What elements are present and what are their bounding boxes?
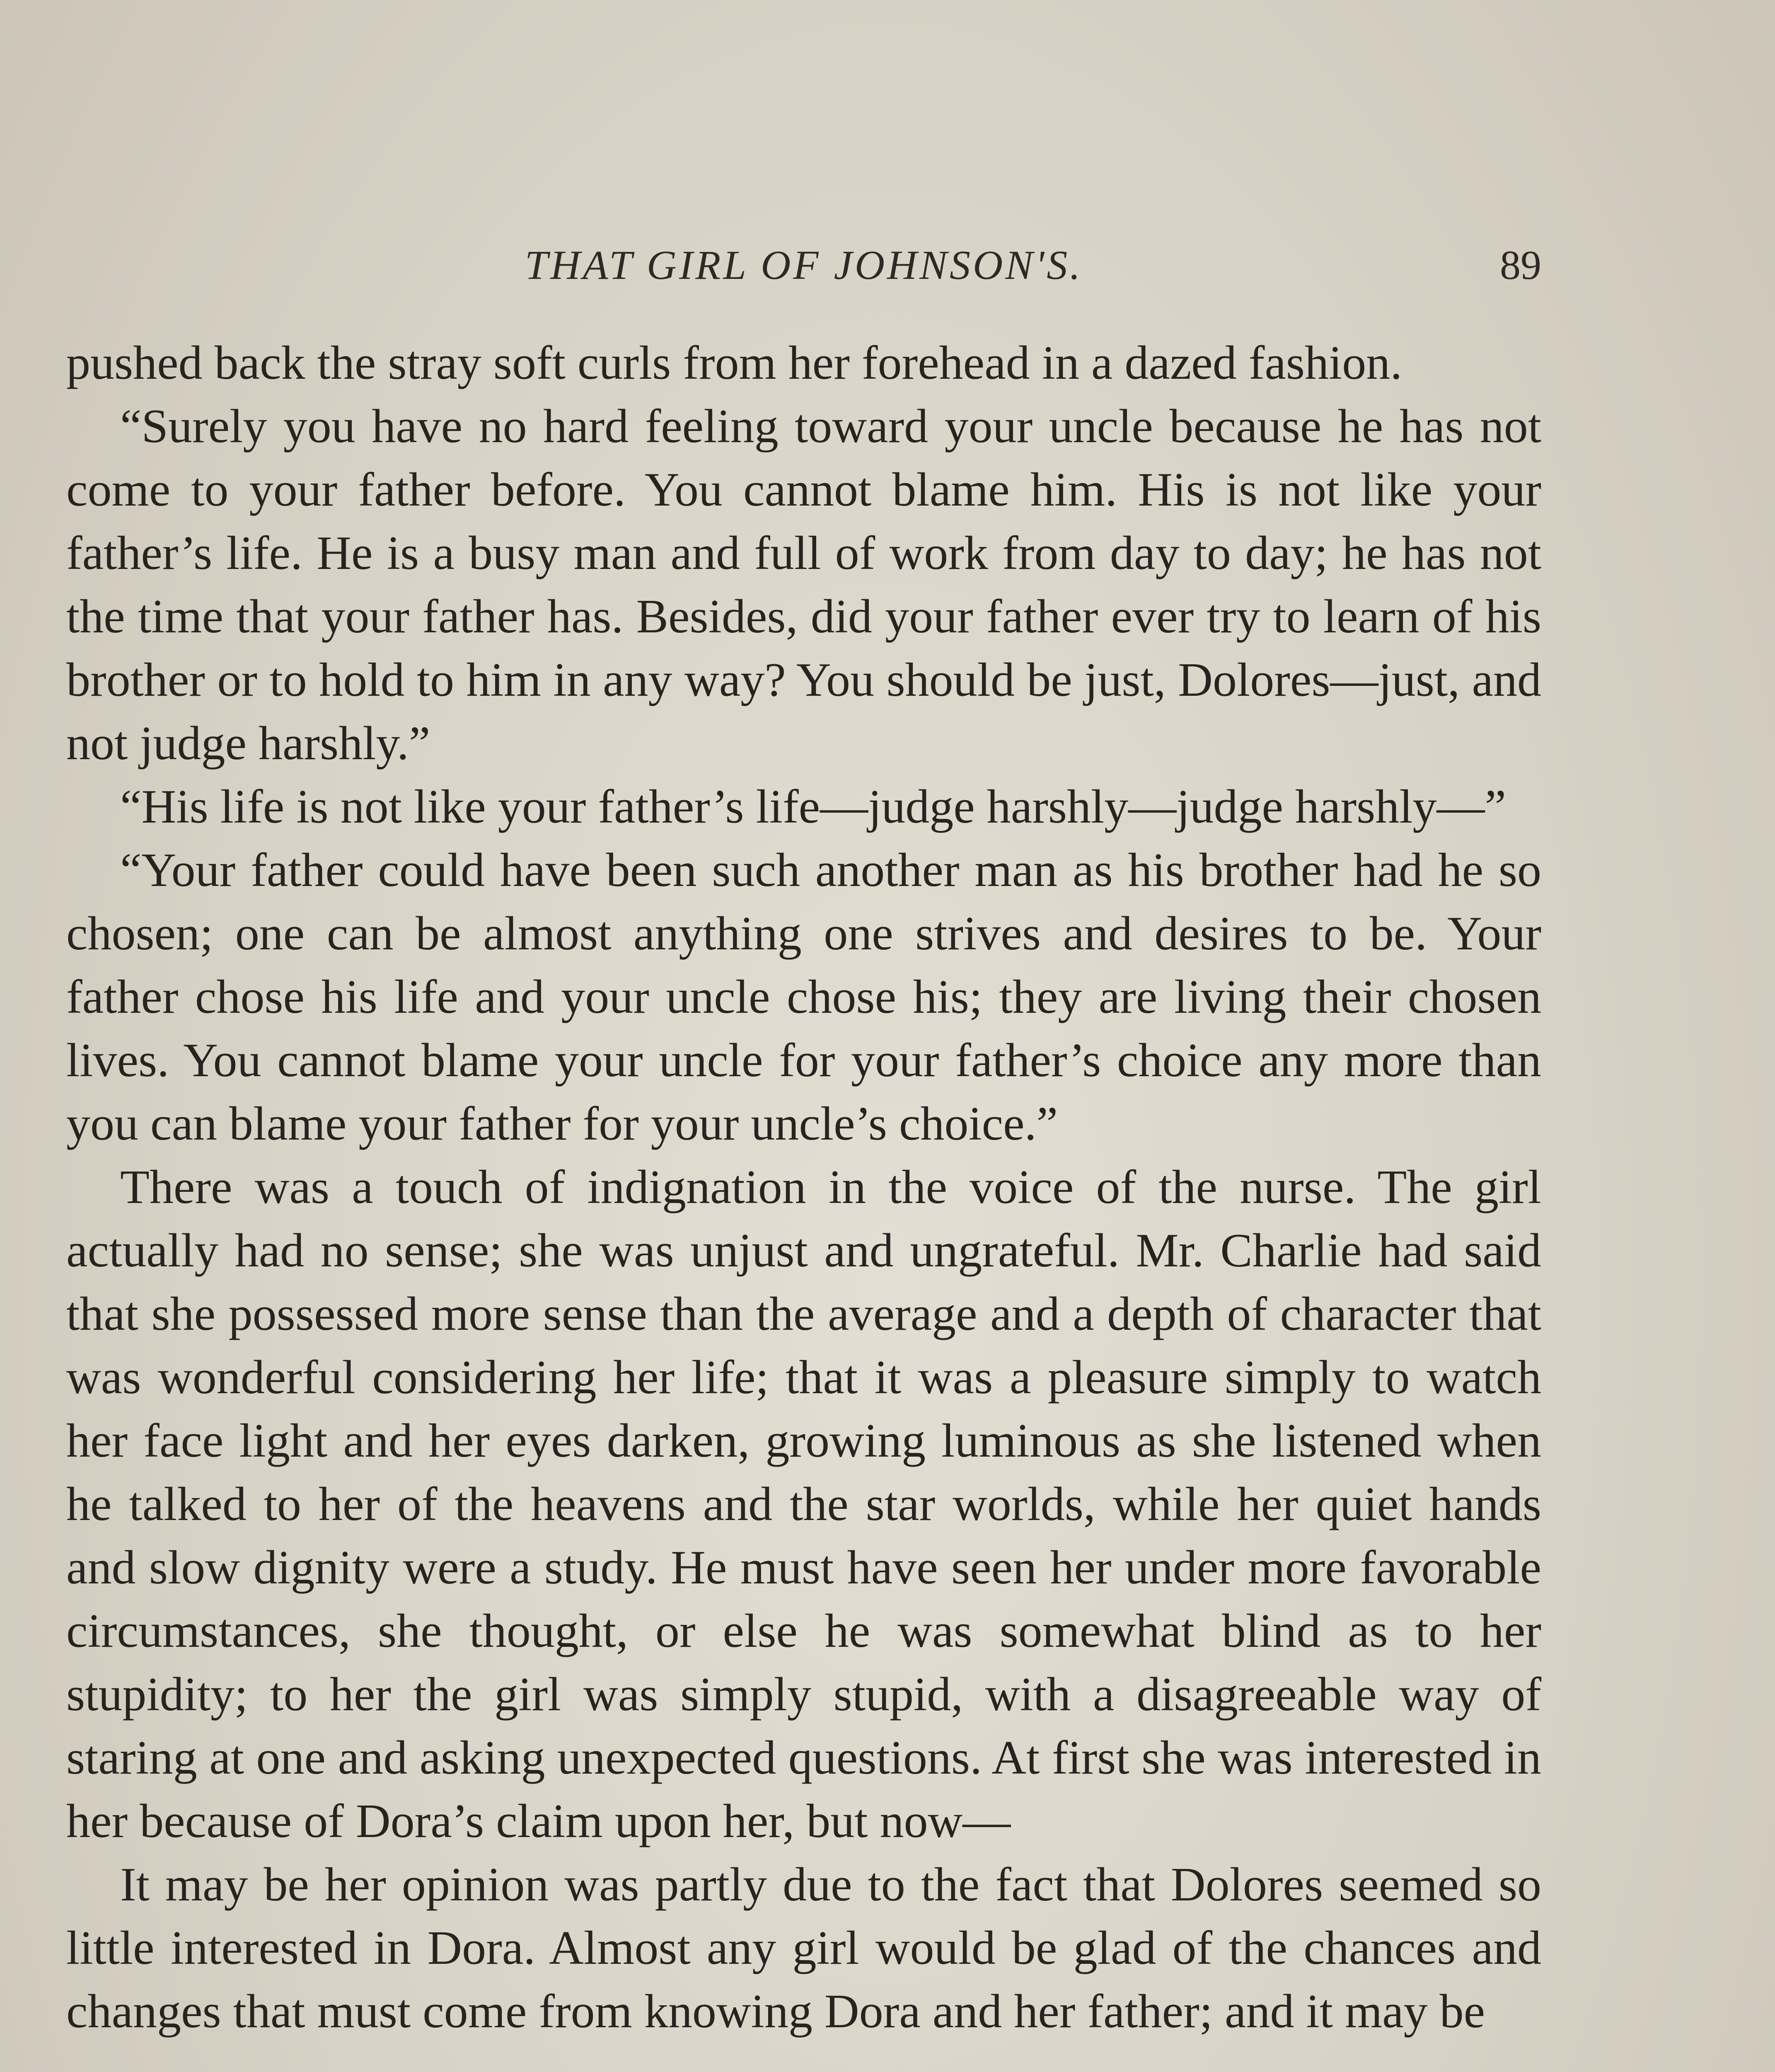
- body-text: [66, 332, 1541, 2043]
- paragraph: “Your father could have been such another man as his brother had he so chosen; one can be almost anything one strives and desires to be. Your father chose his life and your uncle chose his; they are living their chosen lives. You cannot blame your uncle for your father’s choice any more than you can blame your father for your uncle’s choice.”: [66, 844, 1541, 1150]
- paragraph: It may be her opinion was partly due to the fact that Dolores seemed so little interested in Dora. Almost any girl would be glad of the chances and changes that must come from knowing Dora and her father; and it may be: [66, 1858, 1541, 2038]
- page-number: 89: [1500, 242, 1541, 288]
- running-title: THAT GIRL OF JOHNSON'S.: [525, 242, 1083, 288]
- running-head: [66, 232, 1541, 298]
- paragraph: “Surely you have no hard feeling toward your uncle because he has not come to your father before. You cannot blame him. His is not like your father’s life. He is a busy man and full of work from day to day; he has not the time that your father has. Besides, did your father ever try to learn of his brother or to hold to him in any way? You should be just, Dolores—just, and not judge harshly.”: [66, 400, 1541, 770]
- paragraph: “His life is not like your father’s life—judge harshly—judge harshly—”: [120, 780, 1506, 833]
- paragraph: There was a touch of indignation in the voice of the nurse. The girl actually had no sense; she was unjust and ungrateful. Mr. Charlie had said that she possessed more sense than the average and a depth of character that was wonderful considering her life; that it was a pleasure simply to watch her face light and her eyes darken, growing luminous as she listened when he talked to her of the heavens and the star worlds, while her quiet hands and slow dignity were a study. He must have seen her under more favorable circumstances, she thought, or else he was somewhat blind as to her stupidity; to her the girl was simply stupid, with a disagreeable way of staring at one and asking unexpected questions. At first she was interested in her because of Dora’s claim upon her, but now—: [66, 1161, 1541, 1848]
- paragraph: pushed back the stray soft curls from her forehead in a dazed fashion.: [66, 336, 1403, 390]
